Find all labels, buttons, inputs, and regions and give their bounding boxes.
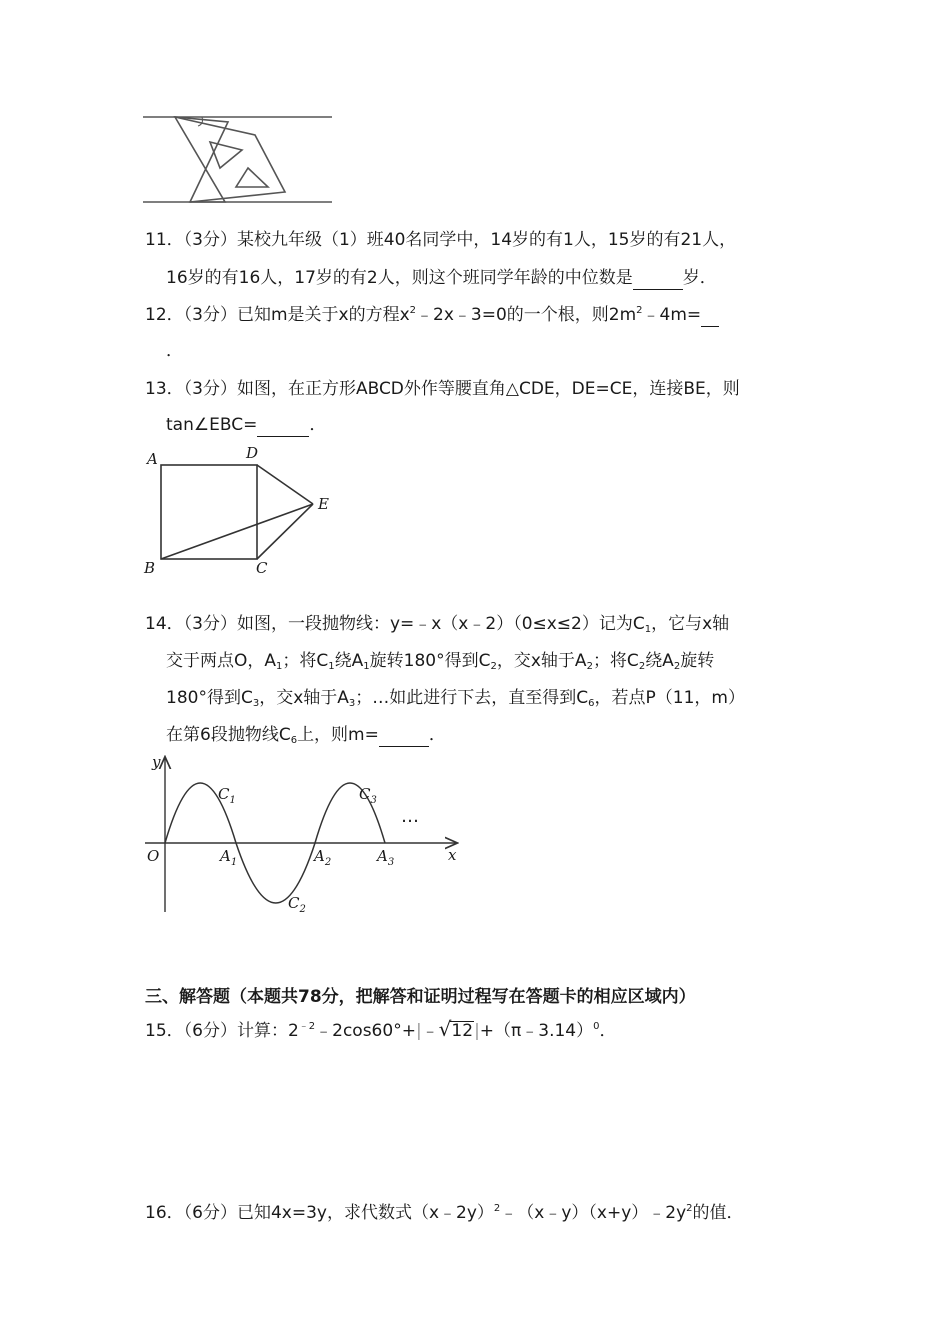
question-14-line-1: 14．（3分）如图，一段抛物线：y=﹣x（x﹣2）（0≤x≤2）记为$C_1$，它与x轴 — [145, 614, 730, 635]
answer-blank — [257, 414, 309, 437]
label-a: A — [147, 450, 158, 468]
label-c3: $C_3$ — [359, 785, 377, 806]
label-o: O — [147, 847, 160, 865]
question-14-line-4: 在第6段抛物线$C_6$上，则m= ． — [166, 725, 446, 746]
sqrt-icon: √ — [438, 1017, 452, 1041]
section-3-heading: 三、解答题（本题共78分，把解答和证明过程写在答题卡的相应区域内） — [145, 987, 696, 1007]
answer-blank — [633, 267, 683, 290]
answer-blank — [379, 724, 429, 747]
question-11-line-1: 11．（3分）某校九年级（1）班40名同学中，14岁的有1人，15岁的有21人， — [145, 230, 737, 250]
set-square-figure — [140, 110, 340, 210]
question-15: 15．（6分）计算：$2^{﹣2}﹣2\cos 60^\circ+|﹣√12|+(\pi﹣3.14)^0$． — [145, 1017, 617, 1041]
segment-de — [257, 465, 313, 504]
label-c1: $C_1$ — [218, 785, 236, 806]
answer-blank — [701, 304, 719, 327]
square-figure — [140, 440, 340, 580]
label-e: E — [318, 495, 329, 513]
question-14-line-2: 交于两点O，$A_1$；将$C_1$绕$A_1$旋转180°得到$C_2$，交x轴于$A_2$；将$C_2$绕$A_2$旋转 — [166, 651, 715, 672]
segment-ce — [257, 504, 313, 559]
parabola-c3 — [315, 783, 385, 843]
label-y: y — [152, 753, 161, 771]
set-square-1 — [175, 117, 228, 202]
inner-triangle-2 — [236, 168, 268, 187]
parabola-c2 — [236, 843, 315, 903]
question-11-line-2: 16岁的有16人，17岁的有2人，则这个班同学年龄的中位数是 岁． — [166, 268, 717, 288]
question-14-line-3: 180°得到$C_3$，交x轴于$A_3$；…如此进行下去，直至得到$C_6$，若点P（11，m） — [166, 688, 745, 709]
question-16: 16．（6分）已知4x=3y，求代数式$(x﹣2y)^2﹣(x﹣y)(x+y)﹣2y^2$的值． — [145, 1203, 744, 1223]
inner-triangle-1 — [210, 142, 242, 168]
label-c2: $C_2$ — [288, 894, 306, 915]
label-d: D — [246, 444, 259, 462]
parabola-figure — [140, 750, 470, 920]
question-12-line-1: 12．（3分）已知m是关于x的方程$x^2﹣2x﹣3=0$的一个根，则$2m^2﹣4m=$ — [145, 304, 719, 327]
ellipsis: … — [401, 806, 419, 827]
label-b: B — [144, 559, 156, 577]
question-13-line-1: 13．（3分）如图，在正方形ABCD外作等腰直角△CDE，DE=CE，连接BE，则 — [145, 379, 740, 399]
question-12-line-2: ． — [166, 341, 183, 361]
question-13-line-2: tan∠EBC= ． — [166, 415, 327, 435]
label-a3: $A_3$ — [377, 847, 395, 868]
segment-be — [161, 504, 313, 559]
label-a2: $A_2$ — [314, 847, 332, 868]
square-abcd — [161, 465, 257, 559]
label-a1: $A_1$ — [220, 847, 238, 868]
label-x: x — [448, 846, 457, 864]
angle-mark — [198, 117, 203, 126]
label-c: C — [256, 559, 268, 577]
